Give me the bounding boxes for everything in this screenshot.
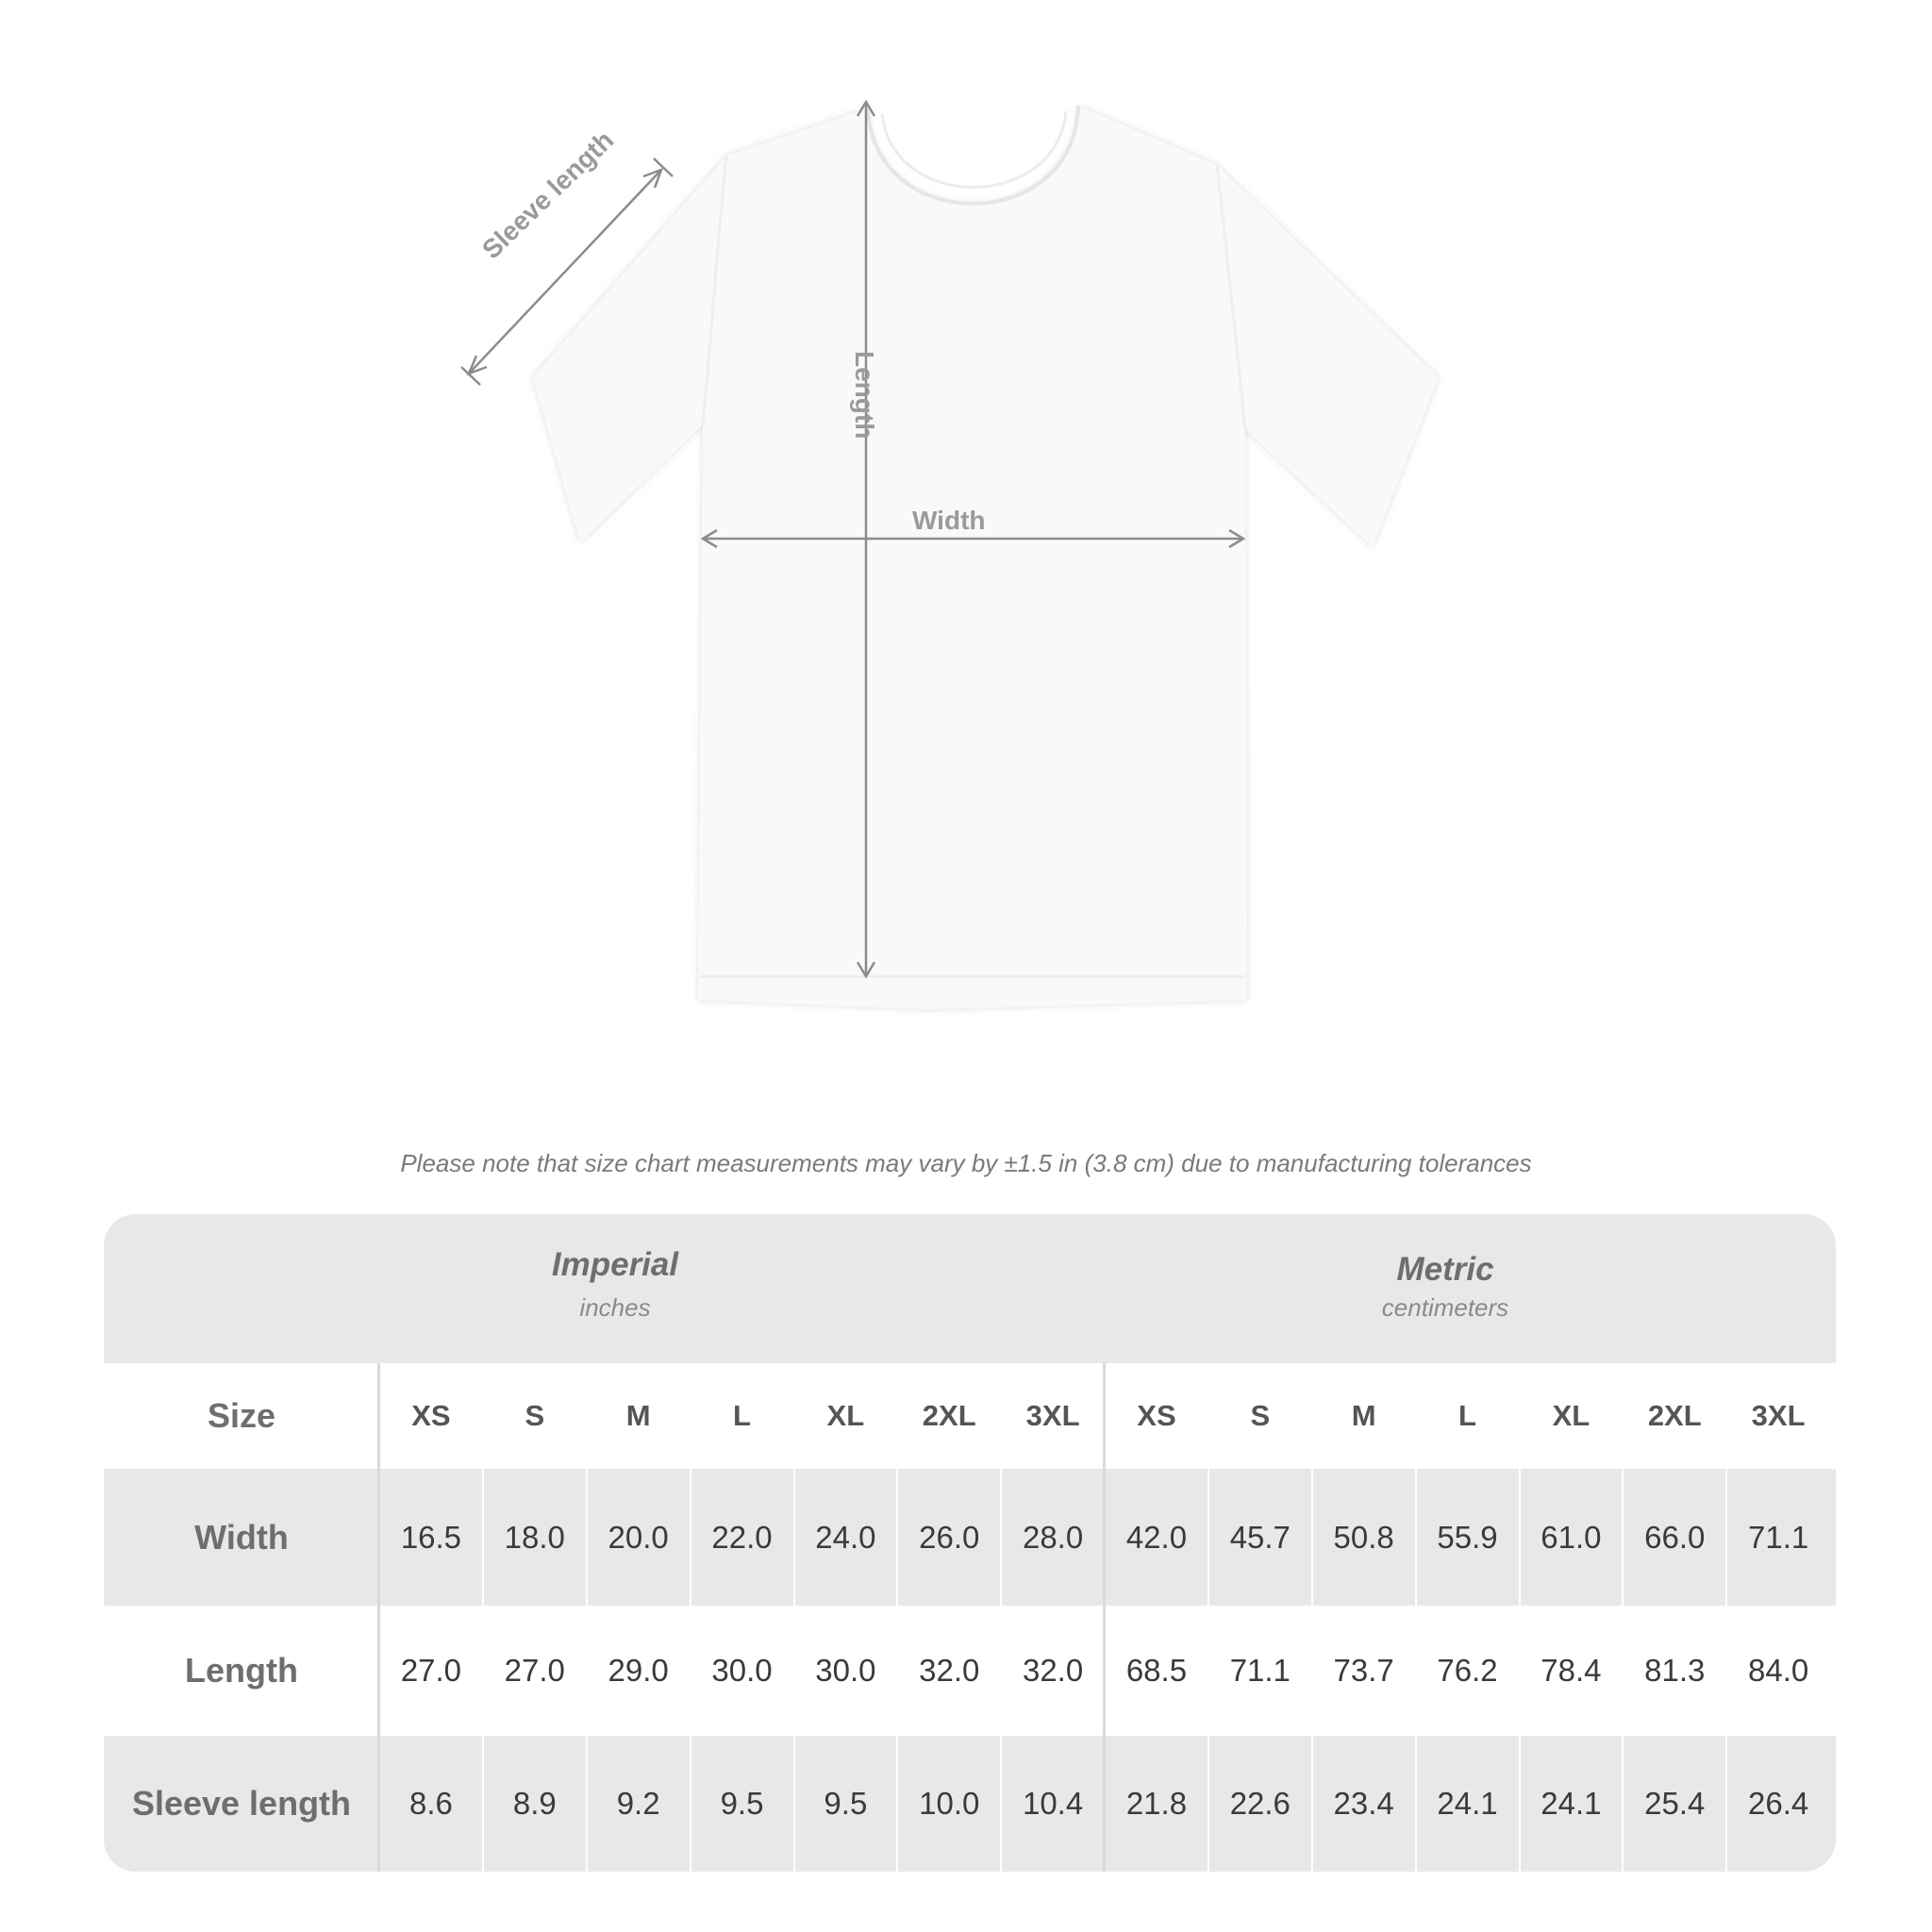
column-divider (1622, 1363, 1624, 1872)
table-cell: 24.1 (1437, 1786, 1498, 1821)
metric-unit: centimeters (1381, 1293, 1509, 1322)
table-cell: 73.7 (1333, 1653, 1394, 1688)
table-cell: 29.0 (608, 1653, 669, 1688)
table-cell: 9.5 (720, 1786, 764, 1821)
row-label-sleeve-length: Sleeve length (131, 1784, 352, 1823)
column-divider-label (377, 1363, 380, 1872)
table-cell: 23.4 (1333, 1786, 1394, 1821)
column-divider (1519, 1363, 1521, 1872)
length-label: Length (850, 351, 879, 440)
table-cell: 9.5 (824, 1786, 868, 1821)
size-header: Size (207, 1396, 276, 1435)
table-cell: 84.0 (1747, 1653, 1809, 1688)
table-cell: 78.4 (1541, 1653, 1602, 1688)
table-cell: 20.0 (608, 1519, 669, 1555)
length-row (104, 1606, 1836, 1736)
table-cell: 10.0 (919, 1786, 980, 1821)
table-cell: 22.0 (711, 1519, 773, 1555)
table-cell: 16.5 (400, 1519, 462, 1555)
sleeve-length-label: Sleeve length (476, 125, 620, 265)
table-cell: 22.6 (1229, 1786, 1291, 1821)
table-cell: 28.0 (1022, 1519, 1084, 1555)
size-cell: XS (1137, 1399, 1176, 1432)
table-cell: 8.9 (512, 1786, 557, 1821)
size-cell: XL (1552, 1399, 1591, 1432)
table-cell: 50.8 (1333, 1519, 1394, 1555)
table-cell: 10.4 (1022, 1786, 1084, 1821)
table-cell: 71.1 (1229, 1653, 1291, 1688)
size-cell: 3XL (1751, 1399, 1806, 1432)
column-divider (1725, 1363, 1727, 1872)
imperial-title: Imperial (551, 1246, 679, 1283)
table-cell: 61.0 (1541, 1519, 1602, 1555)
table-cell: 18.0 (504, 1519, 565, 1555)
table-cell: 26.4 (1747, 1786, 1809, 1821)
header-band (104, 1214, 1836, 1363)
table-cell: 8.6 (408, 1786, 453, 1821)
size-cell: 2XL (1647, 1399, 1702, 1432)
table-cell: 30.0 (815, 1653, 876, 1688)
table-cell: 32.0 (919, 1653, 980, 1688)
table-cell: 21.8 (1125, 1786, 1188, 1821)
table-cell: 27.0 (400, 1653, 462, 1688)
size-row (104, 1363, 1836, 1469)
column-divider (1311, 1363, 1313, 1872)
size-chart-table (104, 1214, 1836, 1872)
sleeve-length-row (104, 1736, 1836, 1872)
size-cell: L (1458, 1399, 1476, 1432)
column-divider (793, 1363, 795, 1872)
width-row (104, 1469, 1836, 1606)
table-cell: 71.1 (1747, 1519, 1809, 1555)
column-divider (482, 1363, 484, 1872)
size-cell: 2XL (922, 1399, 976, 1432)
size-cell: XL (826, 1399, 865, 1432)
table-cell: 32.0 (1022, 1653, 1084, 1688)
size-cell: S (1250, 1399, 1271, 1432)
table-cell: 42.0 (1125, 1519, 1188, 1555)
size-cell: XS (411, 1399, 451, 1432)
column-divider (1208, 1363, 1209, 1872)
table-cell: 24.1 (1541, 1786, 1602, 1821)
column-divider (1000, 1363, 1002, 1872)
column-divider-system (1103, 1363, 1106, 1872)
size-cell: S (525, 1399, 545, 1432)
table-cell: 68.5 (1125, 1653, 1188, 1688)
row-label-width: Width (194, 1517, 289, 1557)
table-cell: 27.0 (504, 1653, 565, 1688)
tshirt-neck-inner (882, 111, 1066, 188)
tshirt-body (533, 106, 1439, 1009)
table-cell: 55.9 (1437, 1519, 1498, 1555)
column-divider (896, 1363, 898, 1872)
table-cell: 30.0 (711, 1653, 773, 1688)
table-cell: 76.2 (1437, 1653, 1498, 1688)
size-cell: M (625, 1399, 651, 1432)
column-divider (1415, 1363, 1417, 1872)
size-cell: 3XL (1025, 1399, 1080, 1432)
table-cell: 26.0 (919, 1519, 980, 1555)
imperial-unit: inches (579, 1293, 651, 1322)
column-divider (586, 1363, 588, 1872)
table-cell: 25.4 (1644, 1786, 1706, 1821)
row-label-length: Length (185, 1651, 298, 1690)
width-label: Width (912, 506, 986, 535)
size-cell: M (1351, 1399, 1376, 1432)
size-cell: L (733, 1399, 751, 1432)
table-cell: 45.7 (1229, 1519, 1291, 1555)
column-divider (690, 1363, 691, 1872)
table-cell: 24.0 (815, 1519, 876, 1555)
table-cell: 9.2 (616, 1786, 660, 1821)
table-cell: 81.3 (1644, 1653, 1706, 1688)
tolerance-note: Please note that size chart measurements may vary by ±1.5 in (3.8 cm) due to manufacturing tolerances (400, 1149, 1532, 1177)
table-cell: 66.0 (1644, 1519, 1706, 1555)
metric-title: Metric (1396, 1251, 1494, 1288)
